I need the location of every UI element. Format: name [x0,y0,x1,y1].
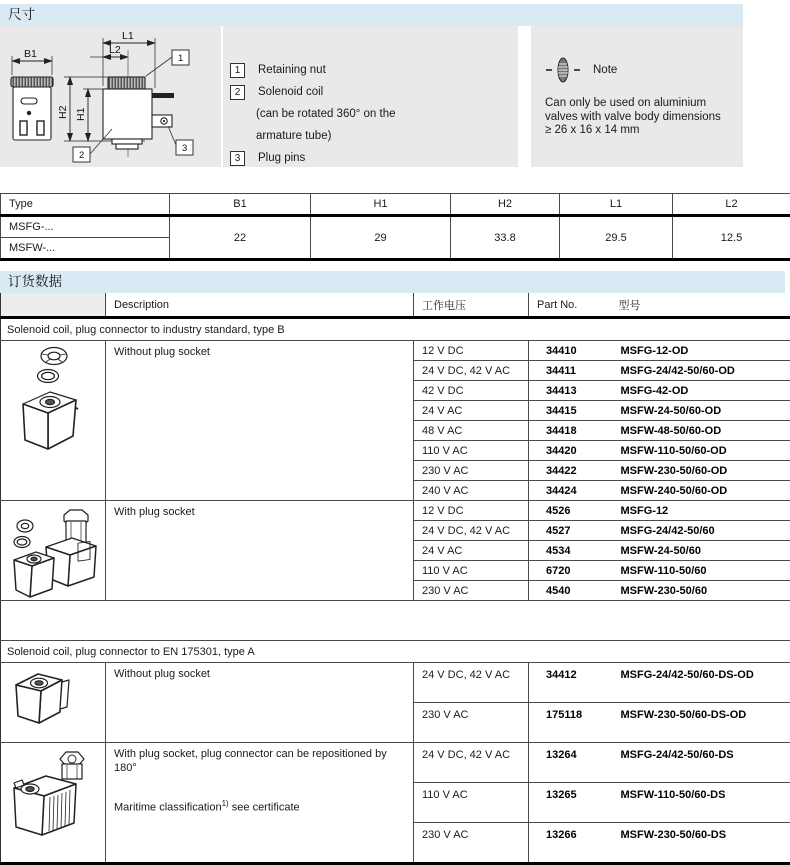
table-row [1,501,790,521]
section-heading: Solenoid coil, plug connector to EN 175301, type A [1,641,790,663]
voltage-value: 12 V DC [414,341,529,361]
part-number: 34411 [529,361,611,381]
product-image-coil-socket [1,501,106,601]
note-header [545,56,743,84]
group-description: With plug socket [114,505,403,519]
coil-type-a-drawing [8,667,74,729]
voltage-value: 230 V AC [414,581,529,601]
voltage-value: 42 V DC [414,381,529,401]
ordering-table [0,293,790,865]
dimensions-figure [0,26,790,167]
dim-col-l2: L2 [673,194,790,216]
voltage-value: 24 V DC, 42 V AC [414,743,529,783]
legend-number-box: 1 [230,63,245,78]
dim-label-b1: B1 [24,48,37,60]
model-code: MSFG-24/42-50/60-DS-OD [611,663,790,703]
section-heading-row [1,641,790,663]
product-image-coil-type-a [1,663,106,743]
dimensions-section-title: 尺寸 [0,4,743,26]
part-number: 13265 [529,783,611,823]
model-code: MSFW-48-50/60-OD [611,421,790,441]
model-code: MSFG-24/42-50/60-DS [611,743,790,783]
callout-3-num: 3 [182,143,187,154]
dim-type-msfw: MSFW-... [1,238,170,260]
ordering-table-body [1,318,790,864]
part-no-column-header: Part No. [529,293,611,318]
voltage-value: 230 V AC [414,461,529,481]
legend-sublabel: armature tube) [230,125,516,147]
legend-label: Retaining nut [258,64,326,76]
legend-label: Plug pins [258,152,305,164]
dim-col-b1: B1 [170,194,311,216]
coil-type-a-socket-drawing [8,747,100,843]
dim-table-header-row [1,194,790,216]
section-heading: Solenoid coil, plug connector to industry standard, type B [1,318,790,341]
legend-label: Solenoid coil [258,86,323,98]
voltage-value: 24 V AC [414,541,529,561]
model-code: MSFW-230-50/60-OD [611,461,790,481]
product-image-coil-basic [1,341,106,501]
voltage-value: 12 V DC [414,501,529,521]
part-number: 13266 [529,823,611,864]
dim-value-l1: 29.5 [560,216,673,260]
part-number: 4534 [529,541,611,561]
part-number: 13264 [529,743,611,783]
model-code: MSFW-24-50/60-OD [611,401,790,421]
legend-sublabel: (can be rotated 360° on the [230,103,516,125]
callout-1-num: 1 [178,53,183,64]
voltage-value: 240 V AC [414,481,529,501]
legend-item [230,59,516,81]
dim-row-msfg [1,216,790,238]
group-description-cell [106,743,414,864]
dim-label-l2: L2 [109,44,121,56]
ordering-table-header-row [1,293,790,318]
part-number: 34422 [529,461,611,481]
legend-item [230,147,516,169]
dimension-drawing-box [0,26,518,167]
dim-value-l2: 12.5 [673,216,790,260]
model-code: MSFW-110-50/60-DS [611,783,790,823]
part-number: 34418 [529,421,611,441]
dim-label-h1: H1 [75,107,87,121]
image-column-header [1,293,106,318]
front-view [11,48,53,140]
voltage-value: 230 V AC [414,703,529,743]
group-description-cell [106,501,414,601]
callout-2-num: 2 [79,150,84,161]
drawing-legend [230,59,516,169]
model-code: MSFG-12 [611,501,790,521]
note-box [531,26,743,167]
model-code: MSFW-240-50/60-OD [611,481,790,501]
part-number: 34410 [529,341,611,361]
group-description-cell [106,341,414,501]
table-row [1,341,790,361]
group-description: Without plug socket [114,667,403,681]
dim-col-h2: H2 [451,194,560,216]
voltage-column-header: 工作电压 [414,293,529,318]
legend-item [230,81,516,103]
dim-col-type: Type [1,194,170,216]
part-number: 175118 [529,703,611,743]
model-column-header: 型号 [611,293,790,318]
voltage-value: 110 V AC [414,561,529,581]
model-code: MSFW-230-50/60 [611,581,790,601]
dim-col-h1: H1 [311,194,451,216]
coil-basic-drawing [8,345,84,457]
side-view [57,30,174,157]
voltage-value: 24 V DC, 42 V AC [414,361,529,381]
part-number: 4527 [529,521,611,541]
dim-type-msfg: MSFG-... [1,216,170,238]
model-code: MSFG-24/42-50/60-OD [611,361,790,381]
model-code: MSFW-110-50/60-OD [611,441,790,461]
voltage-value: 110 V AC [414,783,529,823]
legend-number-box: 2 [230,85,245,100]
part-number: 4540 [529,581,611,601]
voltage-value: 230 V AC [414,823,529,864]
voltage-value: 110 V AC [414,441,529,461]
maritime-note: Maritime classification$^{1)}$ see certificate [114,797,403,815]
model-code: MSFG-24/42-50/60 [611,521,790,541]
table-row [1,663,790,703]
description-column-header: Description [106,293,414,318]
model-code: MSFG-42-OD [611,381,790,401]
dim-value-b1: 22 [170,216,311,260]
voltage-value: 24 V DC, 42 V AC [414,521,529,541]
note-icon [545,56,581,84]
ordering-section-title: 订货数据 [0,271,785,293]
dim-value-h2: 33.8 [451,216,560,260]
part-number: 34424 [529,481,611,501]
dim-value-h1: 29 [311,216,451,260]
legend-number-box: 3 [230,151,245,166]
part-number: 34420 [529,441,611,461]
dim-label-l1: L1 [122,30,134,42]
voltage-value: 24 V DC, 42 V AC [414,663,529,703]
note-text [545,97,743,138]
section-spacer [1,601,790,641]
model-code: MSFW-24-50/60 [611,541,790,561]
section-heading-row [1,318,790,341]
part-number: 34415 [529,401,611,421]
voltage-value: 24 V AC [414,401,529,421]
part-number: 4526 [529,501,611,521]
note-line: ≥ 26 x 16 x 14 mm [545,124,743,138]
model-code: MSFW-230-50/60-DS-OD [611,703,790,743]
model-code: MSFW-230-50/60-DS [611,823,790,864]
dim-col-l1: L1 [560,194,673,216]
table-row [1,743,790,783]
group-description: Without plug socket [114,345,403,359]
dim-label-h2: H2 [57,105,69,119]
model-code: MSFG-12-OD [611,341,790,361]
dimensions-table [0,193,790,261]
model-code: MSFW-110-50/60 [611,561,790,581]
note-title: Note [593,64,617,76]
note-line: Can only be used on aluminium [545,97,743,111]
group-description: With plug socket, plug connector can be repositioned by 180° [114,747,403,775]
product-image-coil-type-a-socket [1,743,106,864]
part-number: 34413 [529,381,611,401]
voltage-value: 48 V AC [414,421,529,441]
coil-socket-drawing [8,505,100,599]
part-number: 6720 [529,561,611,581]
part-number: 34412 [529,663,611,703]
group-description-cell [106,663,414,743]
note-line: valves with valve body dimensions [545,111,743,125]
